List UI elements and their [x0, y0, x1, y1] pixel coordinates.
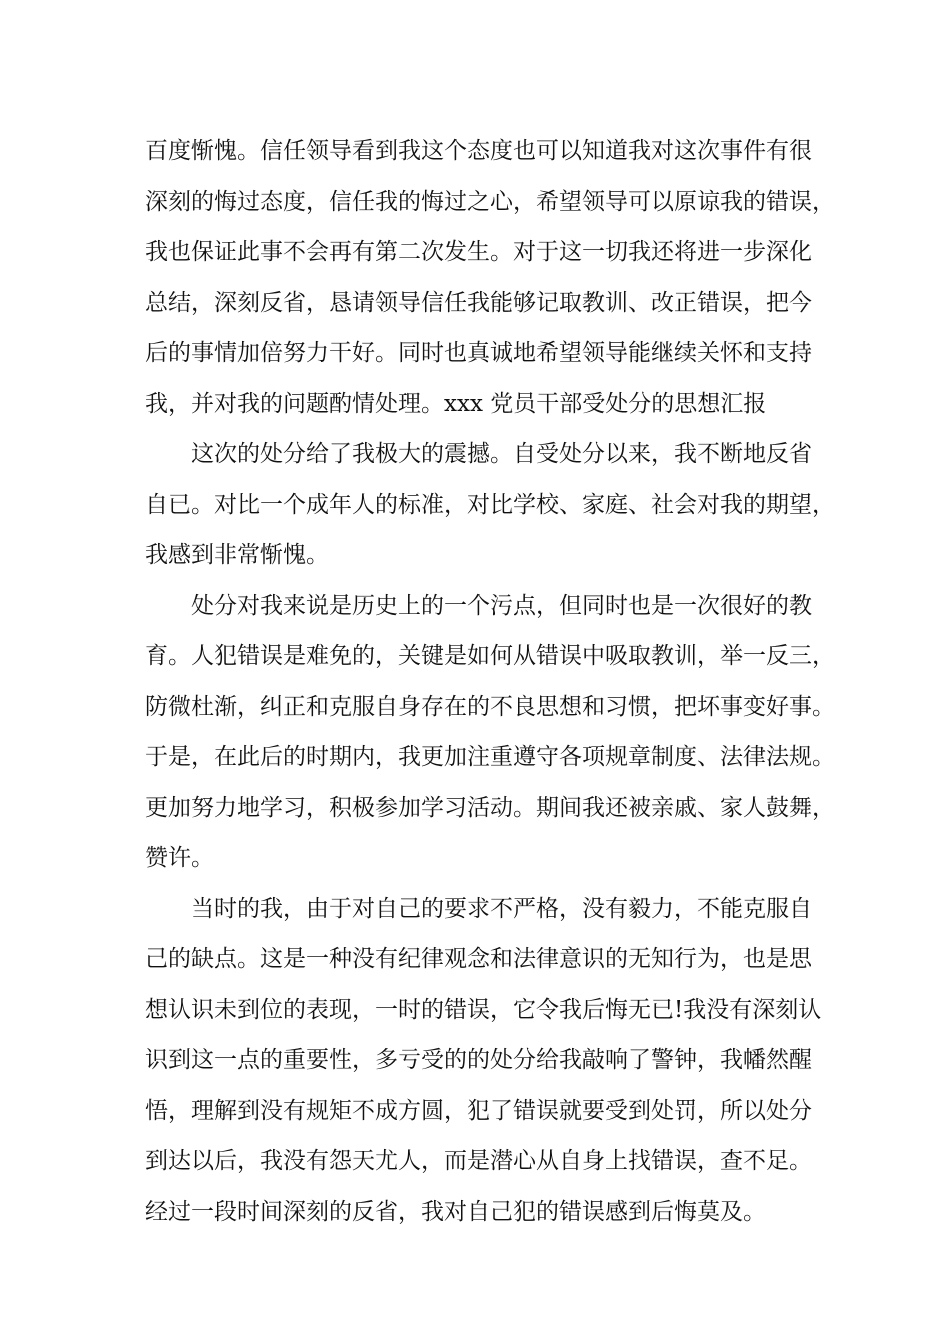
text-line: 我，并对我的问题酌情处理。xxx 党员干部受处分的思想汇报 — [145, 390, 767, 417]
paragraph — [145, 429, 835, 581]
text-line: 育。人犯错误是难免的，关键是如何从错误中吸取教训，举一反三， — [145, 643, 835, 669]
text-line: 总结，深刻反省，恳请领导信任我能够记取教训、改正错误，把今 — [145, 289, 812, 316]
text-line: 深刻的悔过态度，信任我的悔过之心，希望领导可以原谅我的错误， — [145, 188, 835, 215]
text-line: 识到这一点的重要性，多亏受的的处分给我敲响了警钟，我幡然醒 — [145, 1047, 812, 1073]
text-line: 经过一段时间深刻的反省，我对自己犯的错误感到后悔莫及。 — [145, 1198, 766, 1225]
text-line: 更加努力地学习，积极参加学习活动。期间我还被亲戚、家人鼓舞， — [145, 794, 835, 821]
paragraph — [145, 581, 835, 884]
text-line: 百度惭愧。信任领导看到我这个态度也可以知道我对这次事件有很 — [145, 138, 812, 164]
text-line: 想认识未到位的表现，一时的错误，它令我后悔无已!我没有深刻认 — [145, 996, 822, 1023]
text-line: 这次的处分给了我极大的震撼。自受处分以来，我不断地反省 — [191, 441, 812, 467]
text-line: 于是，在此后的时期内，我更加注重遵守各项规章制度、法律法规。 — [145, 744, 835, 770]
text-line: 当时的我，由于对自己的要求不严格，没有毅力，不能克服自 — [191, 895, 812, 922]
text-line: 悟，理解到没有规矩不成方圆，犯了错误就要受到处罚，所以处分 — [145, 1097, 812, 1124]
paragraph — [145, 884, 825, 1238]
text-line: 处分对我来说是历史上的一个污点，但同时也是一次很好的教 — [191, 592, 812, 619]
text-line: 己的缺点。这是一种没有纪律观念和法律意识的无知行为，也是思 — [145, 946, 812, 972]
paragraph — [145, 126, 835, 429]
document-body — [145, 126, 835, 1237]
text-line: 到达以后，我没有怨天尤人，而是潜心从自身上找错误，查不足。 — [145, 1148, 812, 1174]
text-line: 我感到非常惭愧。 — [145, 542, 329, 568]
text-line: 赞许。 — [145, 845, 214, 871]
text-line: 后的事情加倍努力干好。同时也真诚地希望领导能继续关怀和支持 — [145, 340, 812, 366]
text-line: 防微杜渐，纠正和克服自身存在的不良思想和习惯，把坏事变好事。 — [145, 693, 835, 720]
text-line: 我也保证此事不会再有第二次发生。对于这一切我还将进一步深化 — [145, 239, 812, 265]
text-line: 自已。对比一个成年人的标准，对比学校、家庭、社会对我的期望， — [145, 491, 835, 518]
